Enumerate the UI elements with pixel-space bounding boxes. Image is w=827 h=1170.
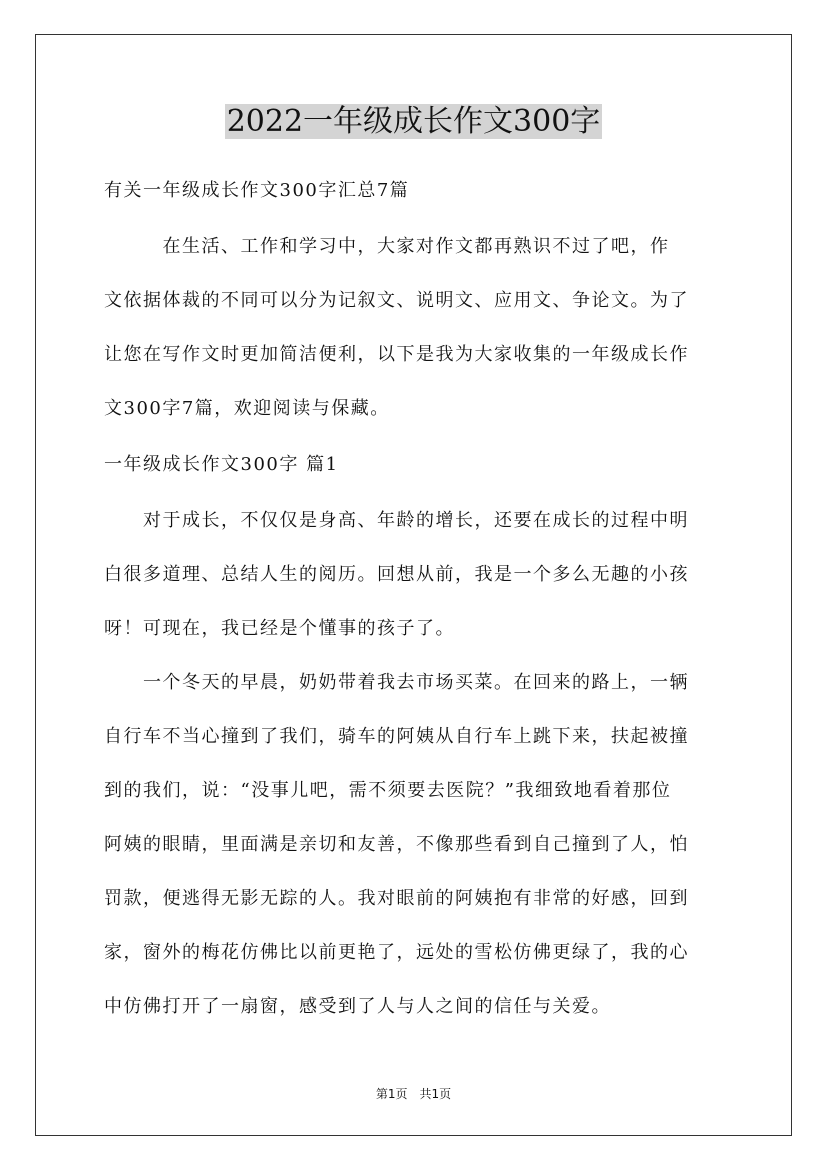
text-line: 中仿佛打开了一扇窗，感受到了人与人之间的信任与关爱。 bbox=[104, 996, 611, 1017]
text-line: 在生活、工作和学习中，大家对作文都再熟识不过了吧，作 bbox=[104, 236, 670, 257]
text-line: 一个冬天的早晨，奶奶带着我去市场买菜。在回来的路上，一辆 bbox=[104, 672, 689, 693]
document-title-text: 2022一年级成长作文300字 bbox=[226, 104, 601, 139]
text-line: 对于成长，不仅仅是身高、年龄的增长，还要在成长的过程中明 bbox=[104, 510, 689, 531]
document-title bbox=[0, 100, 827, 144]
text-line: 阿姨的眼睛，里面满是亲切和友善，不像那些看到自己撞到了人，怕 bbox=[104, 834, 689, 855]
text-line: 罚款，便逃得无影无踪的人。我对眼前的阿姨抱有非常的好感，回到 bbox=[104, 888, 689, 909]
section-heading: 一年级成长作文300字 篇1 bbox=[104, 454, 339, 475]
subtitle-line: 有关一年级成长作文300字汇总7篇 bbox=[104, 180, 410, 201]
text-line: 文依据体裁的不同可以分为记叙文、说明文、应用文、争论文。为了 bbox=[104, 290, 689, 311]
text-line: 让您在写作文时更加简洁便利，以下是我为大家收集的一年级成长作 bbox=[104, 344, 689, 365]
page-footer: 第1页 共1页 bbox=[375, 1087, 452, 1101]
text-line: 白很多道理、总结人生的阅历。回想从前，我是一个多么无趣的小孩 bbox=[104, 564, 689, 585]
text-line: 到的我们，说：“没事儿吧，需不须要去医院？”我细致地看着那位 bbox=[104, 780, 672, 801]
text-line: 自行车不当心撞到了我们，骑车的阿姨从自行车上跳下来，扶起被撞 bbox=[104, 726, 689, 747]
text-line: 文300字7篇，欢迎阅读与保藏。 bbox=[104, 398, 390, 419]
text-line: 呀！可现在，我已经是个懂事的孩子了。 bbox=[104, 618, 455, 639]
text-line: 家，窗外的梅花仿佛比以前更艳了，远处的雪松仿佛更绿了，我的心 bbox=[104, 942, 689, 963]
